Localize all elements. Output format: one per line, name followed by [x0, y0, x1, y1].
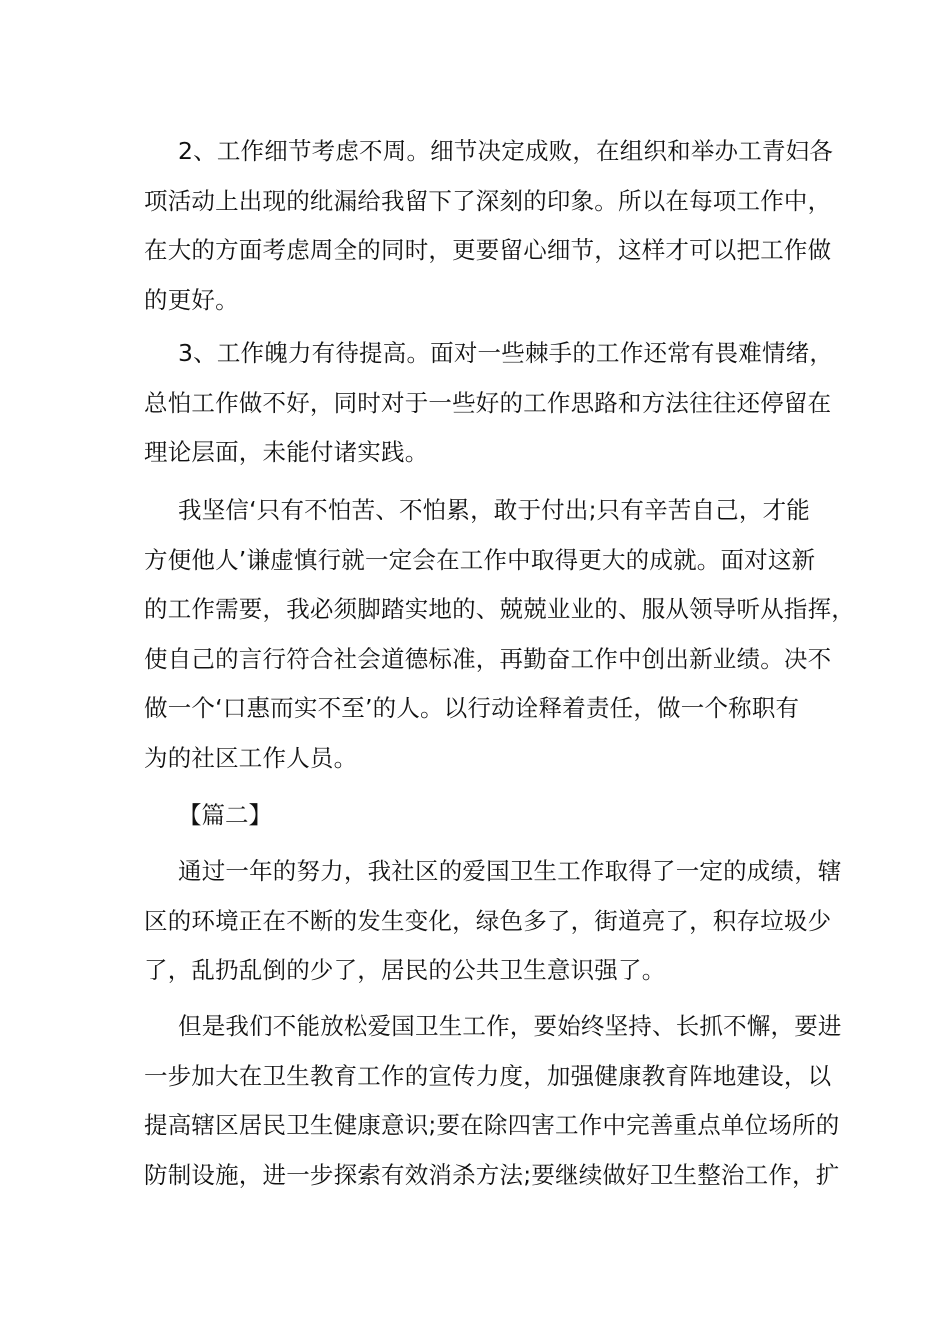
paragraph-plans	[144, 1002, 842, 1200]
text-line: 做一个‘口惠而实不至’的人。以行动诠释着责任，做一个称职有	[144, 694, 800, 722]
paragraph-conviction	[144, 486, 855, 783]
paragraph-work-courage	[144, 329, 834, 478]
text-line: 2、工作细节考虑不周。细节决定成败，在组织和举办工青妇各	[178, 137, 834, 165]
text-line: 通过一年的努力，我社区的爱国卫生工作取得了一定的成绩，辖	[178, 857, 842, 885]
text-line: 的工作需要，我必须脚踏实地的、兢兢业业的、服从领导听从指挥，	[144, 595, 855, 623]
text-line: 在大的方面考虑周全的同时，更要留心细节，这样才可以把工作做	[144, 236, 832, 264]
text-line: 方便他人’谦虚慎行就一定会在工作中取得更大的成就。面对这新	[144, 545, 816, 574]
text-line: 的更好。	[144, 285, 239, 314]
text-line: 区的环境正在不断的发生变化，绿色多了，街道亮了，积存垃圾少	[144, 906, 832, 935]
text-line: 为的社区工作人员。	[144, 743, 358, 772]
text-line: 了，乱扔乱倒的少了，居民的公共卫生意识强了。	[144, 956, 666, 984]
text-line: 我坚信‘只有不怕苦、不怕累，敢于付出;只有辛苦自己，才能	[178, 496, 810, 524]
text-line: 提高辖区居民卫生健康意识;要在除四害工作中完善重点单位场所的	[144, 1111, 840, 1139]
text-line: 防制设施，进一步探索有效消杀方法;要继续做好卫生整治工作，扩	[144, 1160, 840, 1189]
text-line: 总怕工作做不好，同时对于一些好的工作思路和方法往往还停留在	[144, 388, 832, 417]
paragraph-work-details	[144, 127, 834, 325]
text-line: 一步加大在卫生教育工作的宣传力度，加强健康教育阵地建设，以	[144, 1061, 832, 1090]
text-line: 项活动上出现的纰漏给我留下了深刻的印象。所以在每项工作中，	[144, 186, 832, 215]
text-line: 但是我们不能放松爱国卫生工作，要始终坚持、长抓不懈，要进	[178, 1012, 842, 1040]
text-line: 使自己的言行符合社会道德标准，再勤奋工作中创出新业绩。决不	[144, 644, 832, 673]
text-line: 理论层面，未能付诸实践。	[144, 438, 429, 466]
text-line: 3、工作魄力有待提高。面对一些棘手的工作还常有畏难情绪，	[178, 339, 834, 367]
paragraph-achievements	[144, 847, 842, 996]
section-heading: 【篇二】	[178, 801, 272, 829]
